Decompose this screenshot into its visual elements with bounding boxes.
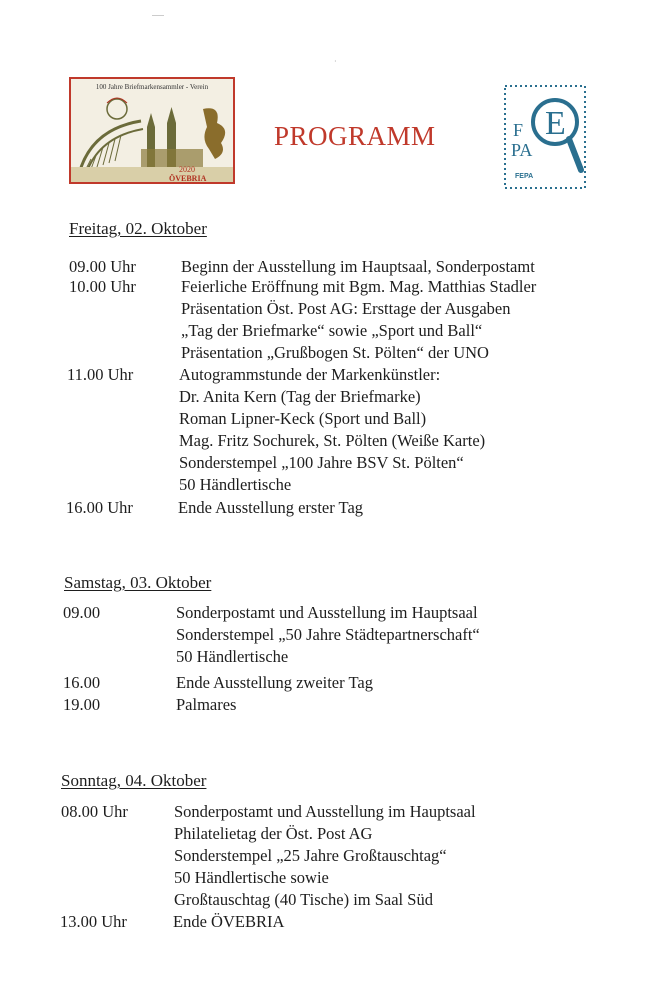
entry-line: Großtauschtag (40 Tische) im Saal Süd bbox=[174, 890, 433, 909]
logo-top-text: 100 Jahre Briefmarkensammler - Verein bbox=[95, 83, 209, 91]
entry-line: „Tag der Briefmarke“ sowie „Sport und Ball“ bbox=[181, 321, 483, 340]
entry-time: 13.00 Uhr bbox=[60, 912, 127, 931]
entry-time: 16.00 Uhr bbox=[66, 498, 133, 517]
fepa-label: FEPA bbox=[515, 173, 534, 180]
entry-line: Sonderpostamt und Ausstellung im Hauptsaal bbox=[176, 603, 478, 622]
entry-line: 50 Händlertische bbox=[176, 647, 289, 666]
entry-line: Mag. Fritz Sochurek, St. Pölten (Weiße Karte) bbox=[179, 431, 486, 450]
scan-dot: · bbox=[334, 57, 337, 66]
entry-time: 16.00 bbox=[63, 673, 101, 692]
entry-line: Feierliche Eröffnung mit Bgm. Mag. Matthias Stadler bbox=[181, 277, 537, 296]
club-logo bbox=[69, 77, 235, 184]
entry-line: Roman Lipner-Keck (Sport und Ball) bbox=[179, 409, 427, 428]
entry-line: 50 Händlertische sowie bbox=[174, 868, 329, 887]
entry-time: 11.00 Uhr bbox=[67, 365, 134, 384]
entry-time: 09.00 Uhr bbox=[69, 257, 136, 276]
entry-line: Dr. Anita Kern (Tag der Briefmarke) bbox=[179, 387, 421, 406]
entry-line: Sonderpostamt und Ausstellung im Hauptsaal bbox=[174, 802, 476, 821]
entry-time: 10.00 Uhr bbox=[69, 277, 136, 296]
logo-name: ÖVEBRIA bbox=[169, 174, 207, 183]
entry-line: Ende Ausstellung zweiter Tag bbox=[176, 673, 373, 692]
day-heading: Freitag, 02. Oktober bbox=[69, 219, 207, 238]
svg-text:F: F bbox=[513, 120, 524, 140]
entry-time: 08.00 Uhr bbox=[61, 802, 128, 821]
entry-line: Beginn der Ausstellung im Hauptsaal, Sonderpostamt bbox=[181, 257, 535, 276]
entry-line: Sonderstempel „50 Jahre Städtepartnerschaft“ bbox=[176, 625, 480, 644]
entry-line: 50 Händlertische bbox=[179, 475, 292, 494]
svg-text:E: E bbox=[545, 105, 566, 142]
entry-line: Ende Ausstellung erster Tag bbox=[178, 498, 364, 517]
svg-text:PA: PA bbox=[511, 140, 533, 160]
club-emblem-icon bbox=[71, 79, 235, 184]
entry-line: Präsentation „Grußbogen St. Pölten“ der UNO bbox=[181, 343, 489, 362]
entry-line: Präsentation Öst. Post AG: Ersttage der Ausgaben bbox=[181, 299, 511, 318]
scan-mark bbox=[152, 15, 164, 16]
entry-line: Palmares bbox=[176, 695, 237, 714]
logo-year: 2020 bbox=[179, 165, 195, 174]
entry-time: 19.00 bbox=[63, 695, 101, 714]
day-heading: Sonntag, 04. Oktober bbox=[61, 771, 207, 790]
entry-time: 09.00 bbox=[63, 603, 101, 622]
entry-line: Sonderstempel „100 Jahre BSV St. Pölten“ bbox=[179, 453, 464, 472]
entry-line: Ende ÖVEBRIA bbox=[173, 912, 285, 931]
entry-line: Philatelietag der Öst. Post AG bbox=[174, 824, 373, 843]
day-heading: Samstag, 03. Oktober bbox=[64, 573, 212, 592]
entry-line: Sonderstempel „25 Jahre Großtauschtag“ bbox=[174, 846, 447, 865]
fepa-logo bbox=[503, 84, 587, 190]
entry-line: Autogrammstunde der Markenkünstler: bbox=[179, 365, 441, 384]
page-title: PROGRAMM bbox=[274, 121, 436, 151]
